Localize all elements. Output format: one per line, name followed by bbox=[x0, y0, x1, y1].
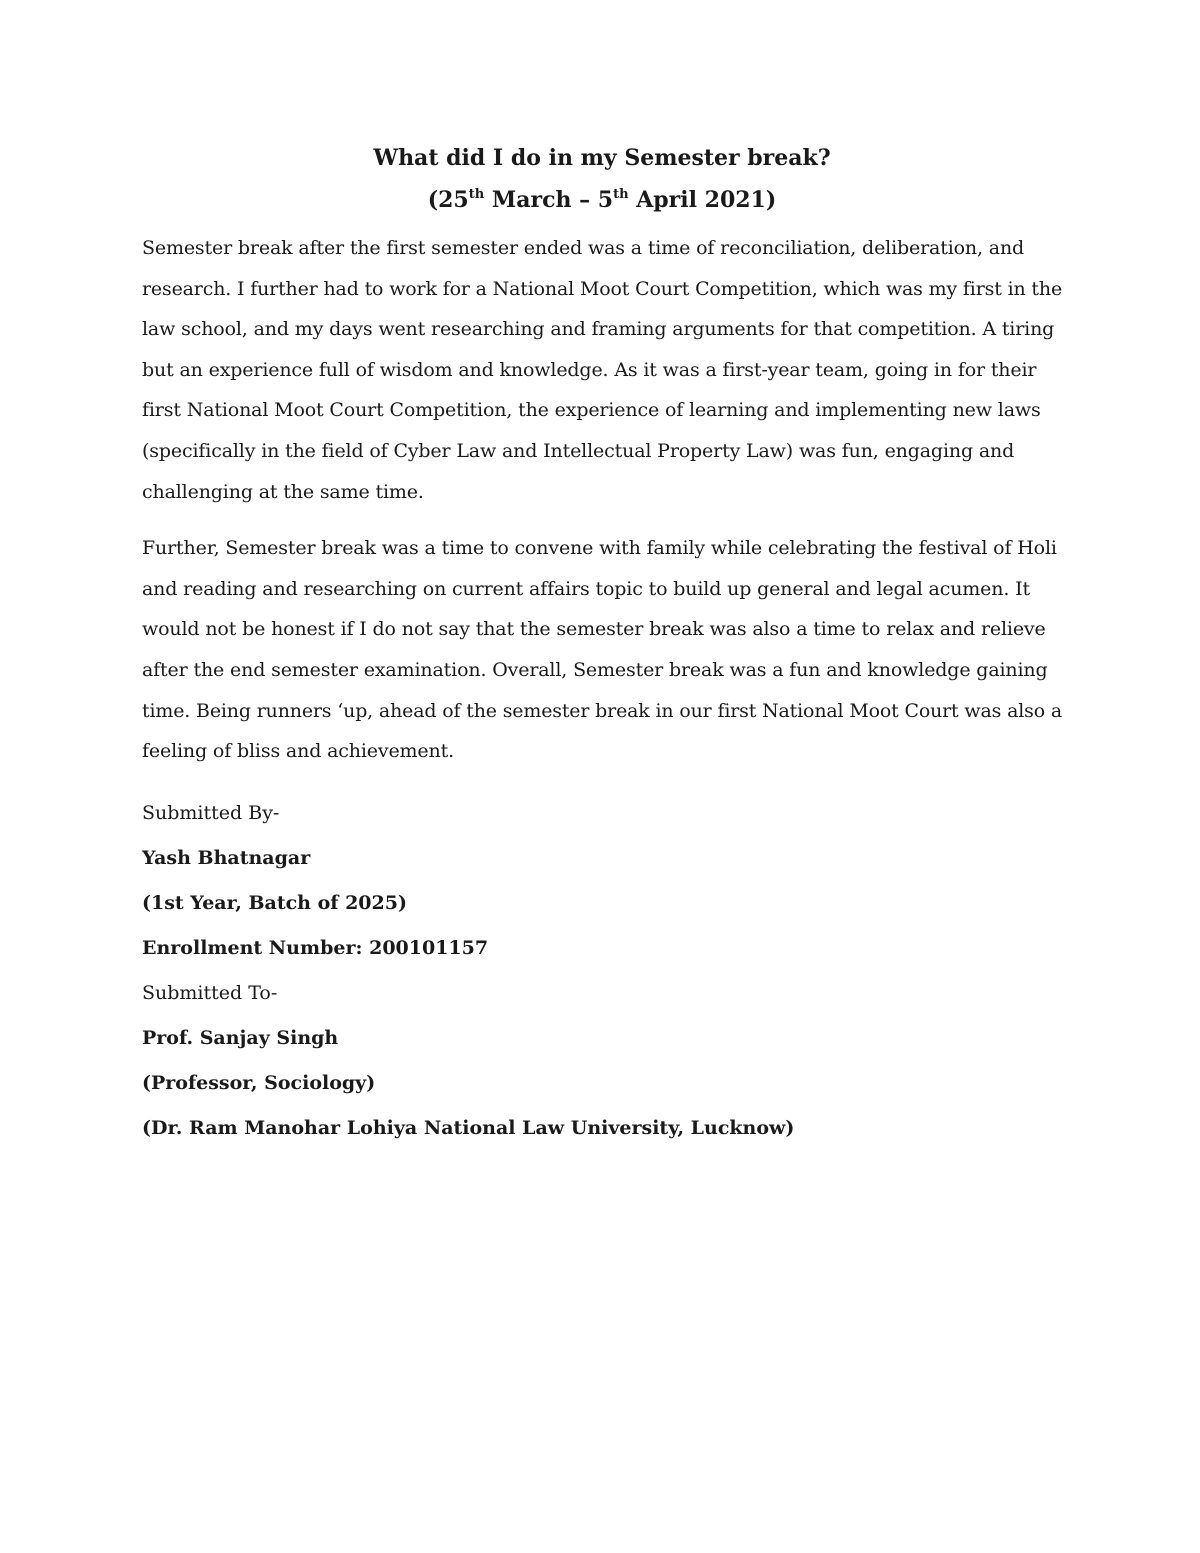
document-content bbox=[142, 140, 1062, 1143]
paragraph-line: and reading and researching on current affairs topic to build up general and legal acumen. It bbox=[142, 577, 1030, 600]
university-name: (Dr. Ram Manohar Lohiya National Law University, Lucknow) bbox=[142, 1116, 795, 1139]
paragraph-line: Semester break after the first semester ended was a time of reconciliation, deliberation, and bbox=[142, 237, 1025, 259]
date-open: (25 bbox=[427, 187, 469, 213]
submitted-by-label: Submitted By- bbox=[142, 801, 280, 824]
paragraph-line: time. Being runners ‘up, ahead of the semester break in our first National Moot Court was also a bbox=[142, 699, 1063, 722]
student-name: Yash Bhatnagar bbox=[142, 846, 311, 869]
submitted-to-label: Submitted To- bbox=[142, 981, 278, 1004]
paragraph-line: after the end semester examination. Overall, Semester break was a fun and knowledge gaining bbox=[142, 658, 1048, 681]
body-paragraph-1 bbox=[142, 228, 1062, 512]
paragraph-line: Further, Semester break was a time to convene with family while celebrating the festival of Holi bbox=[142, 537, 1057, 560]
professor-department: (Professor, Sociology) bbox=[142, 1071, 376, 1094]
paragraph-line: would not be honest if I do not say that the semester break was also a time to relax and relieve bbox=[142, 618, 1046, 641]
paragraph-line: (specifically in the field of Cyber Law and Intellectual Property Law) was fun, engaging and bbox=[142, 439, 1015, 462]
professor-name: Prof. Sanjay Singh bbox=[142, 1026, 339, 1049]
paragraph-line: research. I further had to work for a National Moot Court Competition, which was my first in the bbox=[142, 277, 1063, 300]
paragraph-line: but an experience full of wisdom and knowledge. As it was a first-year team, going in for their bbox=[142, 358, 1037, 381]
date-range bbox=[142, 182, 1062, 218]
paragraph-line: feeling of bliss and achievement. bbox=[142, 740, 454, 763]
document-title: What did I do in my Semester break? bbox=[373, 145, 831, 171]
date-sup-start: th bbox=[468, 187, 485, 202]
date-middle: March – 5 bbox=[484, 187, 614, 213]
date-close: April 2021) bbox=[628, 187, 777, 213]
body-paragraph-2 bbox=[142, 528, 1062, 772]
student-year: (1st Year, Batch of 2025) bbox=[142, 891, 407, 914]
paragraph-line: challenging at the same time. bbox=[142, 480, 424, 503]
enrollment-number: Enrollment Number: 200101157 bbox=[142, 936, 489, 959]
paragraph-line: first National Moot Court Competition, the experience of learning and implementing new laws bbox=[142, 399, 1041, 422]
date-sup-end: th bbox=[613, 187, 629, 202]
paragraph-line: law school, and my days went researching and framing arguments for that competition. A tiring bbox=[142, 318, 1055, 341]
